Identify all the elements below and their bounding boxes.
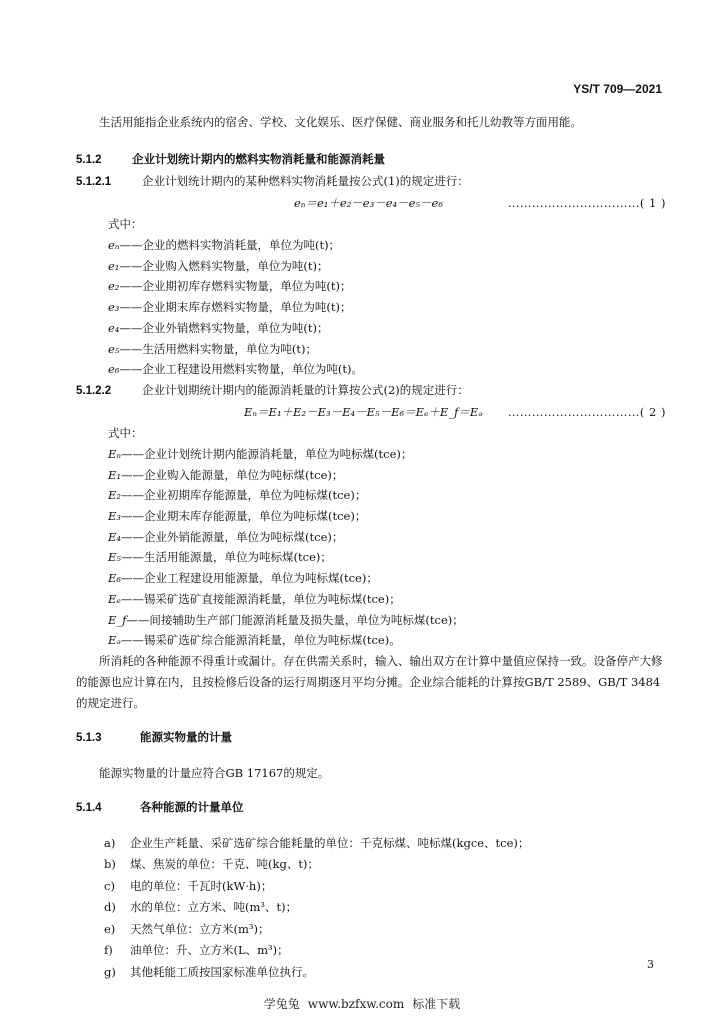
list-marker: d) (104, 900, 116, 915)
list-marker: b) (104, 857, 116, 872)
symbol-definition (108, 485, 666, 506)
list-item-text: 水的单位：立方米、吨(m³、t)； (130, 900, 298, 915)
symbol: e₅ (108, 341, 120, 356)
definition-text: ——企业工程建设用能源量，单位为吨标煤(tce)； (121, 571, 378, 586)
footer-url: www.bzfxw.com (307, 997, 405, 1011)
list-marker: g) (104, 964, 116, 979)
clause-5-1-2-1 (76, 171, 666, 193)
list-marker: a) (104, 835, 116, 850)
formula-leader: ……………………………( 2 ) (507, 404, 666, 419)
symbol-definition (108, 297, 666, 318)
clause-text: 企业计划统计期内的某种燃料实物消耗量按公式(1)的规定进行： (142, 174, 469, 188)
unit-list-item (104, 940, 666, 962)
symbol-definition (108, 359, 666, 380)
section-title: 企业计划统计期内的燃料实物消耗量和能源消耗量 (132, 154, 385, 166)
section-5-1-2-heading (76, 150, 666, 171)
symbol: E₅ (108, 550, 122, 565)
standard-code: YS/T 709—2021 (573, 82, 662, 96)
symbol-definition (108, 630, 666, 651)
symbol: E₆ (108, 571, 122, 586)
clause-text: 企业计划期统计期内的能源消耗量的计算按公式(2)的规定进行： (142, 382, 469, 397)
unit-list-item (104, 876, 666, 898)
symbol-definition (108, 527, 666, 548)
symbol-definition (108, 276, 666, 297)
list-item-text: 企业生产耗量、采矿选矿综合能耗量的单位：千克标煤、吨标煤(kgce、tce)； (130, 835, 530, 850)
symbol-definition (108, 568, 666, 589)
definition-text: ——企业外销能源量，单位为吨标煤(tce)； (121, 529, 344, 544)
symbol: e₃ (108, 300, 120, 315)
formula-leader: ……………………………( 1 ) (507, 196, 666, 210)
list-marker: f) (104, 943, 113, 958)
footer-watermark (0, 995, 724, 1012)
equation-number: ( 2 ) (639, 404, 666, 419)
definition-text: ——企业外销燃料实物量，单位为吨(t)； (119, 320, 329, 335)
unit-list-item (104, 897, 666, 919)
definition-text: ——企业期初库存燃料实物量，单位为吨(t)； (119, 279, 352, 294)
symbol-definition (108, 547, 666, 568)
list-marker: c) (104, 878, 115, 893)
unit-list-item (104, 854, 666, 876)
consumption-paragraph: 所消耗的各种能源不得重计或漏计。存在供需关系时，输入、输出双方在计算中量值应保持一致。设备停产大修的能源也应计算在内，且按检修后设备的运行周期逐月平均分摊。企业综合能耗的计算按GB/T 2589、GB/T 3484的规定进行。 (76, 653, 663, 710)
definition-text: ——生活用燃料实物量，单位为吨(t)； (119, 341, 318, 356)
clause-number: 5.1.2.2 (76, 384, 112, 397)
clause-5-1-2-2 (76, 380, 666, 402)
symbol-definition (108, 256, 666, 277)
formula-1 (76, 193, 666, 214)
list-item-text: 煤、焦炭的单位：千克、吨(kg、t)； (130, 857, 319, 872)
definition-text: ——企业计划统计期内能源消耗量，单位为吨标煤(tce)； (121, 446, 413, 461)
symbol-definition (108, 235, 666, 256)
symbol: Eₙ (108, 446, 122, 461)
formula-expression: Eₙ＝E₁＋E₂－E₃－E₄－E₅－E₆＝Eₑ＋E_f＝Eₔ (244, 404, 483, 419)
where-label: 式中： (108, 425, 143, 440)
symbol-definition (108, 465, 666, 486)
symbol-definitions-1 (76, 235, 666, 380)
definition-text: ——企业初期库存能源量，单位为吨标煤(tce)； (121, 488, 367, 503)
symbol: E₃ (108, 509, 122, 524)
section-5-1-3-text: 能源实物量的计量应符合GB 17167的规定。 (99, 765, 330, 780)
formula-2 (76, 402, 666, 423)
document-body (76, 112, 666, 983)
clause-number: 5.1.2.1 (76, 176, 112, 188)
section-number: 5.1.3 (76, 731, 102, 744)
symbol-definition (108, 506, 666, 527)
section-number: 5.1.2 (76, 154, 102, 166)
section-number: 5.1.4 (76, 801, 102, 814)
equation-number: ( 1 ) (639, 196, 666, 210)
definition-text: ——企业购入能源量，单位为吨标煤(tce)； (121, 467, 344, 482)
footer-label: 标准下载 (412, 997, 461, 1011)
symbol: e₆ (108, 362, 120, 377)
unit-list (76, 833, 666, 984)
symbol-definition (108, 589, 666, 610)
section-5-1-3-heading (76, 728, 666, 749)
definition-text: ——企业期末库存能源量，单位为吨标煤(tce)； (121, 509, 367, 524)
list-marker: e) (104, 921, 116, 936)
symbol: E_f (108, 612, 127, 627)
section-title: 各种能源的计量单位 (140, 801, 244, 814)
symbol-definition (108, 339, 666, 360)
list-item-text: 油单位：升、立方米(L、m³)； (130, 943, 289, 958)
symbol: eₙ (108, 238, 120, 252)
definition-text: ——企业期末库存燃料实物量，单位为吨(t)； (119, 300, 352, 315)
definition-text: ——间接辅助生产部门能源消耗量及损失量，单位为吨标煤(tce)； (126, 612, 464, 627)
unit-list-item (104, 962, 666, 984)
page-number: 3 (647, 958, 654, 971)
intro-paragraph: 生活用能指企业系统内的宿舍、学校、文化娱乐、医疗保健、商业服务和托儿幼教等方面用能。 (99, 115, 582, 129)
symbol-definition (108, 444, 666, 465)
definition-text: ——企业的燃料实物消耗量，单位为吨(t)； (119, 238, 341, 252)
footer-site: 学兔兔 (263, 997, 300, 1011)
symbol: Eₔ (108, 633, 121, 648)
symbol: e₁ (108, 258, 120, 273)
where-label: 式中： (108, 217, 143, 231)
definition-text: ——企业购入燃料实物量，单位为吨(t)； (119, 258, 329, 273)
definition-text: ——生活用能源量，单位为吨标煤(tce)； (121, 550, 332, 565)
list-item-text: 电的单位：千瓦时(kW·h)； (130, 878, 273, 893)
section-5-1-4-heading (76, 798, 666, 819)
symbol-definitions-2 (76, 444, 666, 651)
symbol: E₂ (108, 488, 122, 503)
section-title: 能源实物量的计量 (140, 731, 232, 744)
symbol-definition (108, 610, 666, 631)
list-item-text: 其他耗能工质按国家标准单位执行。 (130, 964, 314, 979)
symbol: E₄ (108, 529, 122, 544)
list-item-text: 天然气单位：立方米(m³)； (130, 921, 270, 936)
unit-list-item (104, 919, 666, 941)
definition-text: ——锡采矿选矿直接能源消耗量，单位为吨标煤(tce)； (120, 591, 401, 606)
definition-text: ——锡采矿选矿综合能源消耗量，单位为吨标煤(tce)。 (120, 633, 401, 648)
symbol: e₄ (108, 320, 120, 335)
formula-expression: eₙ＝e₁＋e₂－e₃－e₄－e₅－e₆ (294, 196, 443, 210)
symbol: e₂ (108, 279, 120, 294)
symbol-definition (108, 318, 666, 339)
symbol: Eₑ (108, 591, 121, 606)
definition-text: ——企业工程建设用燃料实物量，单位为吨(t)。 (119, 362, 364, 377)
symbol: E₁ (108, 467, 122, 482)
unit-list-item (104, 833, 666, 855)
